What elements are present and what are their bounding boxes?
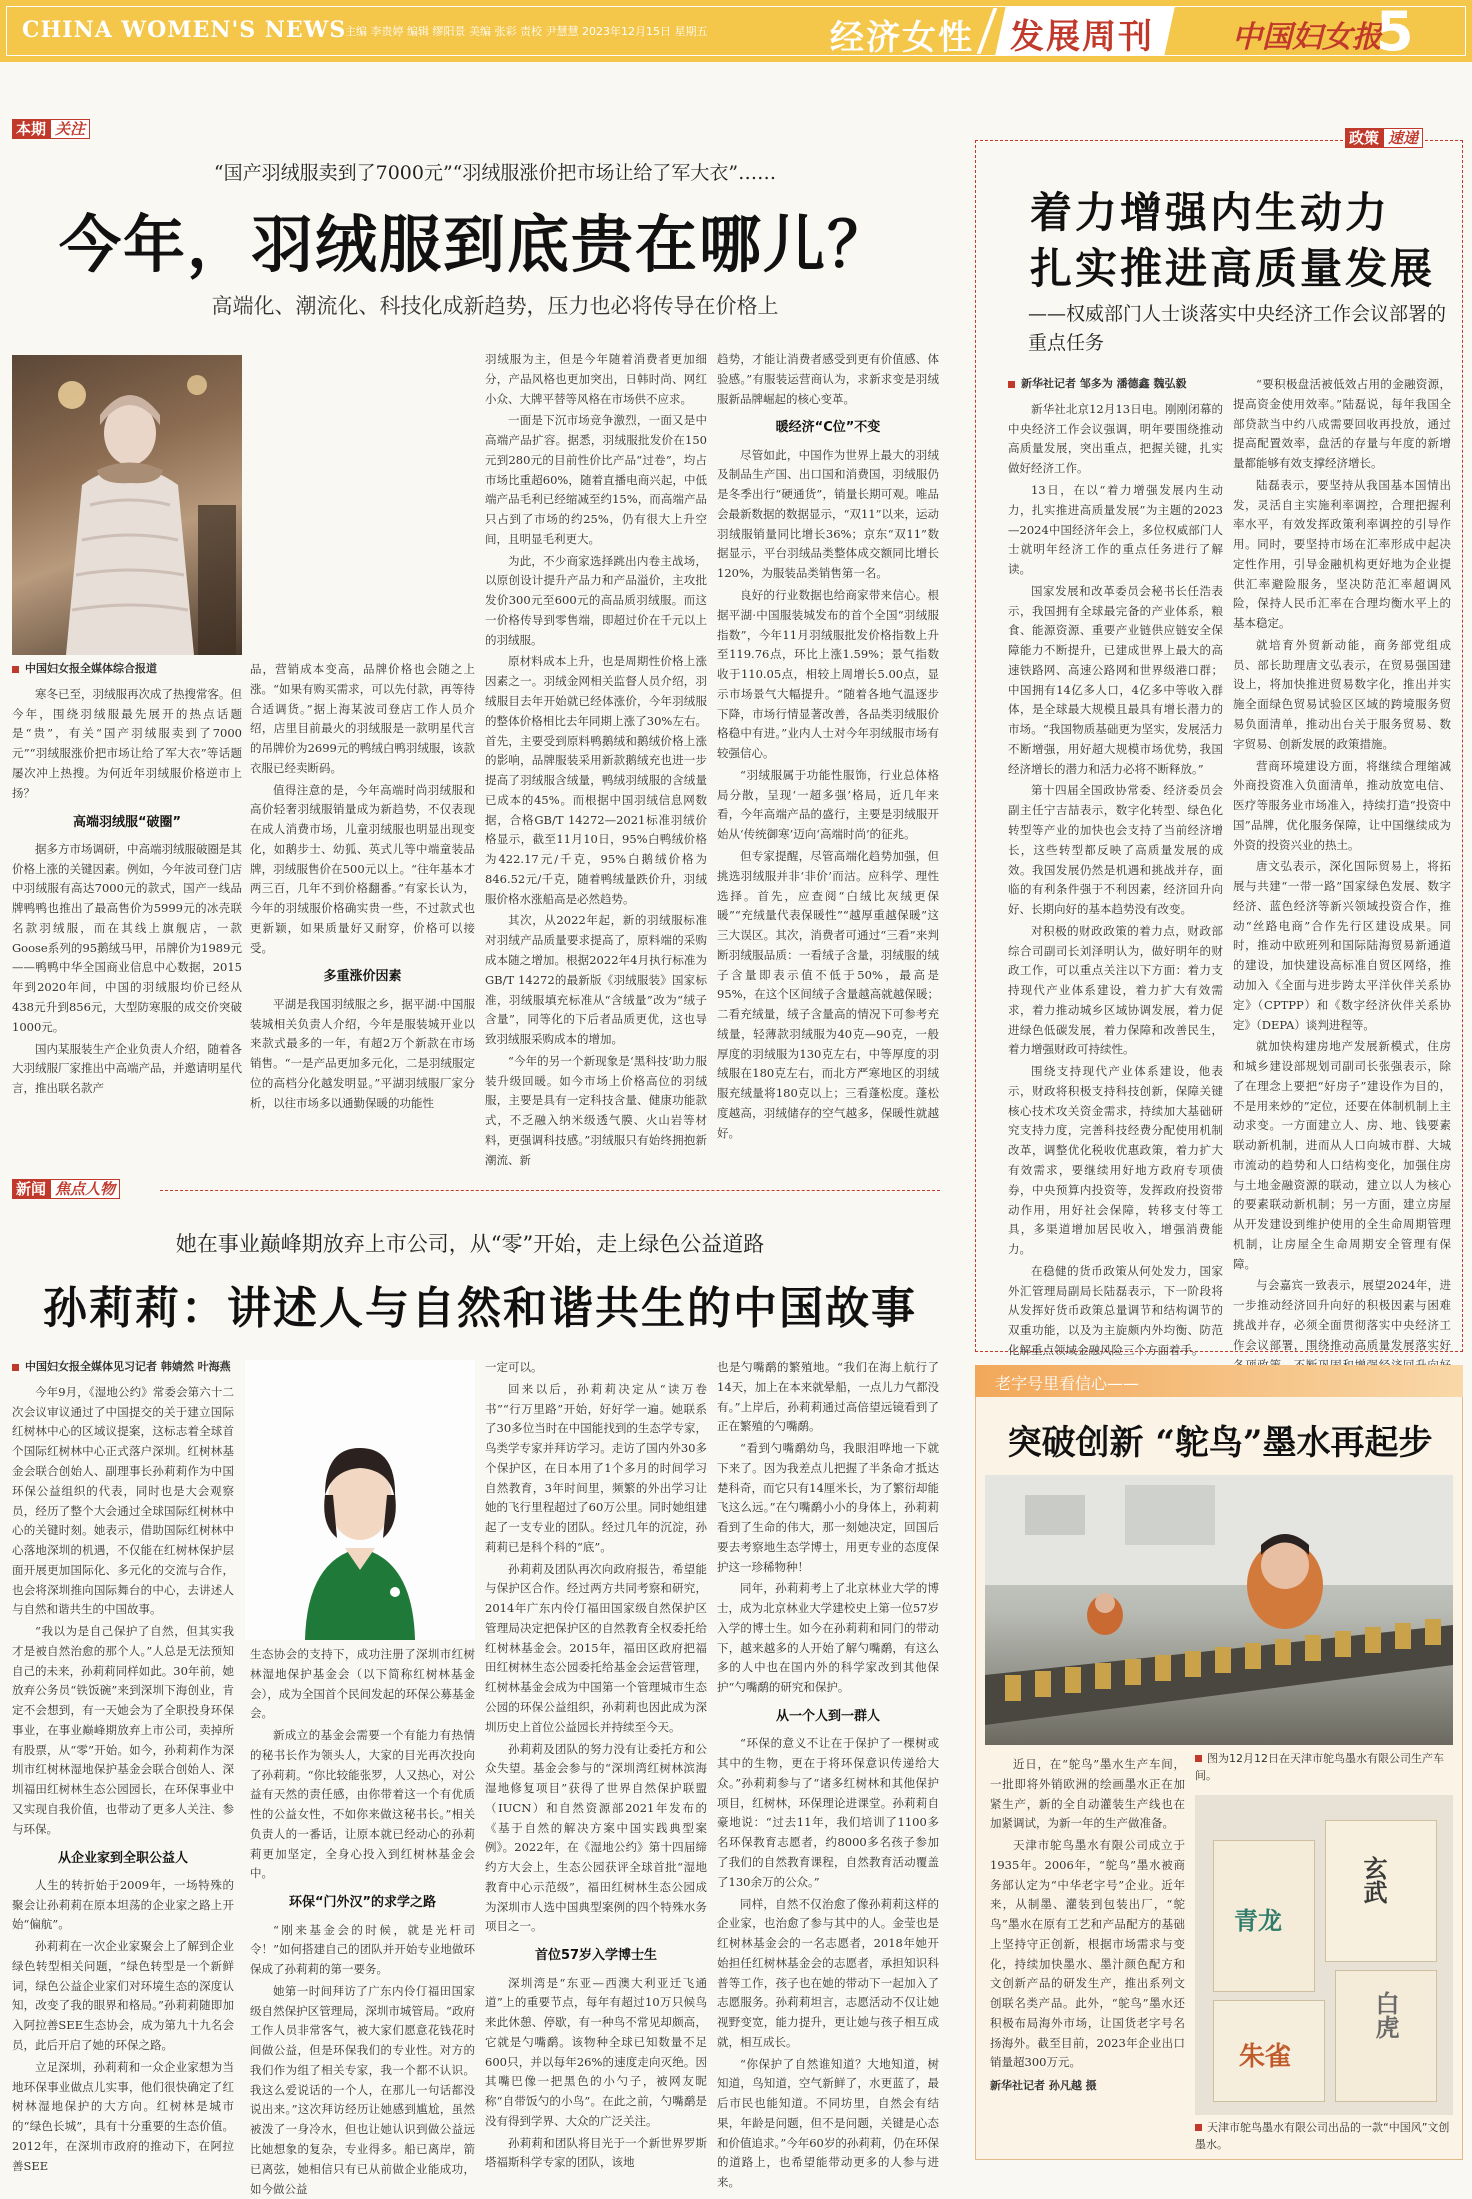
box-label: 朱雀	[1239, 2042, 1292, 2072]
paragraph: 深圳湾是“东亚—西澳大利亚迁飞通道”上的重要节点，每年有超过10万只候鸟来此休憩、停歇，有一种鸟不常见却颇高，它就是勺嘴鹬。该物种全球已知数量不足600只，并以每年26%的速度走向灭绝。因其嘴巴像一把黑色的小勺子，被网友昵称“自带饭勺的小鸟”。在此之前，勺嘴鹬是没有得到学界、大众的广泛关注。	[485, 1975, 707, 2128]
paragraph: 就加快构建房地产发展新模式，住房和城乡建设部规划司副司长张强表示，除了在理念上要把“好房子”建设作为目的，不是用来炒的”定位，还要在体制机制上主动求变。一方面建立人、房、地、钱要素联动新机制，进而从人口向城市群、大城市流动的趋势和人口结构变化，加强住房与土地金融资源的联动，建立以人为核心的要素联动新机制；另一方面，建立房屋从开发建设到维护使用的全生命周期管理机制，让房屋全生命周期安全管理有保障。	[1233, 1039, 1451, 1271]
paragraph: 在稳健的货币政策从何处发力，国家外汇管理局副局长陆磊表示，下一阶段将从发挥好货币政策总量调节和结构调节的双重功能，以及为主旋颇内外均衡、防范化解重点领域金融风险三个方面着手。	[1008, 1263, 1223, 1357]
tag-label-secondary: 速递	[1383, 128, 1423, 148]
paragraph: 原材料成本上升，也是周期性价格上涨因素之一。羽绒金网相关监督人员介绍，羽绒服目去年开始就已经体涨价，今年羽绒服的整体价格相比去年同期上涨了30%左右。首先，主要受到原料鸭鹅绒和鹅绒价格上涨的影响，品牌服装采用新款鹅绒充也进一步提高了羽绒服含绒量，鸭绒羽绒服的含绒量已成本的45%。而根据中国羽绒信息网数据，合格GB/T 14272—2021标准羽绒价格显示，截至11月10日，95%白鸭绒价格为422.17元/千克，95%白鹅绒价格为846.52元/千克，随着鸭绒量跌价升，羽绒服价格水涨船高是必然趋势。	[485, 654, 707, 906]
tag-rule	[160, 1190, 940, 1191]
paragraph: 孙莉莉在一次企业家聚会上了解到企业绿色转型相关问题，“绿色转型是一个新鲜词，绿色公益企业家们对环境生态的深度认知，改变了我的眼界和格局。”孙莉莉随即加入阿拉善SEE生态协会，成为第九十九名会员，此后开启了她的环保之路。	[12, 1939, 234, 2052]
story2-column-1	[1008, 375, 1223, 1357]
paragraph: 围绕支持现代产业体系建设，他表示，财政将积极支持科技创新，保障关键核心技术攻关资金需求，持续加大基础研究支持力度，完善科技经费分配使用机制改革，调整优化税收优惠政策，着力扩大有效需求，要继续用好地方政府专项债券，中央预算内投资等，发挥政府投资带动作用，用好社会保障，转移支付等工具，多渠道增加居民收入，增强消费能力。	[1008, 1064, 1223, 1257]
box-label: 青龙	[1234, 1906, 1282, 1935]
paragraph: 对积极的财政政策的着力点，财政部综合司副司长刘泽明认为，做好明年的财政工作，可以重点关注以下方面：着力支持现代产业体系建设，着力扩大有效需求，着力推动城乡区域协调发展，着力促进绿色低碳发展，着力保障和改善民生，着力增强财政可持续性。	[1008, 923, 1223, 1057]
paragraph: 就培育外贸新动能，商务部党组成员、部长助理唐文弘表示，在贸易强国建设上，将加快推进贸易数字化，推出并实施全面绿色贸易试验区区域的跨境服务贸易负面清单，推动出台关于服务贸易、数字贸易、创新发展的政策措施。	[1233, 637, 1451, 751]
paragraph: 新华社北京12月13日电。刚刚闭幕的中央经济工作会议强调，明年要围绕推动高质量发展，突出重点，把握关键，扎实做好经济工作。	[1008, 401, 1223, 476]
paragraph: 趋势，才能让消费者感受到更有价值感、体验感。”有服装运营商认为，求新求变是羽绒服新品牌崛起的核心变革。	[717, 352, 939, 406]
tag-label-primary: 新闻	[12, 1179, 50, 1199]
subhead: 从一个人到一群人	[775, 1709, 880, 1725]
story2-column-2	[1233, 375, 1451, 1352]
paragraph: 但专家提醒，尽管高端化趋势加强，但挑选羽绒服并非‘非价’而沽。应科学、理性选择。首先，应查阅“白绒比灰绒更保暖”“充绒量代表保暖性”“越厚重越保暖”这三大误区。其次，消费者可通过“三看”来判断羽绒服品质：一看绒子含量，羽绒服的绒子含量即表示值不低于50%，最高是95%，在这个区间绒子含量越高就越保暖；二看充绒量，绒子含量高的情况下可参考充绒量，轻薄款羽绒服为40克—90克，一般厚度的羽绒服为130克左右，中等厚度的羽绒服在180克左右，而北方严寒地区的羽绒服充绒量将180克以上；三看蓬松度。蓬松度越高，羽绒储存的空气越多，保暖性就越好。	[717, 848, 939, 1140]
ink-box	[1325, 1820, 1437, 1962]
weekly-title: 发展周刊	[1010, 17, 1154, 57]
paragraph: “看到勺嘴鹬幼鸟，我眼泪哗地一下就下来了。因为我差点儿把握了半条命才抵达楚科奇，而它只有14厘米长，为了繁衍却能飞这么远。”在勺嘴鹬小小的身体上，孙莉莉看到了生命的伟大，那一刻她决定，回国后要去考察地生态学博士，用更专业的态度保护这一珍稀物种！	[717, 1441, 939, 1574]
paragraph: 近日，在“鸵鸟”墨水生产车间，一批即将外销欧洲的绘画墨水正在加紧生产，新的全自动灌装生产线也在加紧调试，为新一年的生产做准备。	[990, 1757, 1185, 1831]
paragraph: 生态协会的支持下，成功注册了深圳市红树林湿地保护基金会（以下简称红树林基金会），成为全国首个民间发起的环保公募基金会。	[250, 1647, 475, 1721]
paragraph: 13日，在以“着力增强发展内生动力，扎实推进高质量发展”为主题的2023—2024中国经济年会上，多位权威部门人士就明年经济工作的重点任务进行了解读。	[1008, 482, 1223, 577]
paragraph: 孙莉莉和团队将目光于一个新世界罗斯塔福斯科学专家的团队，该地	[485, 2135, 707, 2170]
portrait-photo	[245, 1360, 475, 1640]
subhead: 多重涨价因素	[323, 969, 402, 985]
paragraph: “我以为是自己保护了自然，但其实我才是被自然治愈的那个人。”人总是无法预知自己的未来，孙莉莉同样如此。30年前，她放弃公务员“铁饭碗”来到深圳下海创业，肯定不会想到，有一天她会为了全职投身环保事业，在事业巅峰期放弃上市公司，卖掉所有股票，从“零”开始。如今，孙莉莉作为深圳市红树林湿地保护基金会联合创始人、深圳福田红树林生态公园园长，在环保事业中又实现自我价值，也带动了更多人关注、参与环保。	[12, 1624, 234, 1836]
page-number: 5	[1376, 0, 1414, 63]
paragraph: 寒冬已至，羽绒服再次成了热搜常客。但今年，围绕羽绒服最先展开的热点话题是“贵”，有关“国产羽绒服卖到了7000元”“羽绒服涨价把市场让给了军大衣”等话题屡次冲上热搜。为何近年羽绒服价格逆市上扬？	[12, 686, 242, 800]
story2-title-line1: 着力增强内生动力	[1030, 188, 1391, 237]
photo-caption-1	[1195, 1750, 1450, 1784]
mannequin-photo	[12, 355, 242, 655]
subhead: 首位57岁入学博士生	[534, 1948, 658, 1964]
paragraph: 同样，自然不仅治愈了像孙莉莉这样的企业家，也治愈了参与其中的人。金莹也是红树林基金会的一名志愿者，2018年她开始担任红树林基金会的志愿者，承担知识科普等工作，孩子也在她的带动下一起加入了志愿服务。孙莉莉坦言，志愿活动不仅让她视野变宽，能力提升，更让她与孩子相互成就，相互成长。	[717, 1896, 939, 2049]
paragraph: 品，营销成本变高，品牌价格也会随之上涨。“如果有购买需求，可以先付款，再等待合适调货。”据上海某波司登店工作人员介绍，店里目前最火的羽绒服是一款明星代言的吊牌价为2699元的鸭绒白鸭羽绒服，该款衣服已经卖断码。	[250, 662, 475, 775]
ink-box	[1213, 2000, 1325, 2102]
down-jacket-illustration	[12, 355, 242, 655]
story2-title-line2: 扎实推进高质量发展	[1030, 244, 1436, 293]
story3-column-4	[717, 1358, 939, 2190]
paragraph: 今年9月，《湿地公约》常委会第六十二次会议审议通过了中国提交的关于建立国际红树林中心的区域议提案，这标志着全球首个国际红树林中心正式落户深圳。红树林基金会联合创始人、副理事长孙莉莉作为中国环保公益组织的代表，同时也是大会观察员，经历了整个大会通过全球国际红树林中心的关键时刻。她表示，借助国际红树林中心落地深圳的机遇，不仅能在红树林保护层面开展更加国际化、多元化的交流与合作，也会将深圳推向国际舞台的中心，去讲述人与自然和谐共生的中国故事。	[12, 1384, 234, 1617]
story3-column-1	[12, 1358, 234, 2173]
paragraph: “今年的另一个新现象是‘黑科技’助力服装升级回暖。如今市场上价格高位的羽绒服，主要是具有一定科技含量、健康功能款式，不乏融入纳米级透气膜、火山岩等材料，更强调科技感。”羽绒服只有始终拥抱新潮流、新	[485, 1053, 707, 1167]
section-name: 经济女性	[830, 18, 974, 58]
ink-product-photo	[1195, 1795, 1453, 2115]
paragraph: 第十四届全国政协常委、经济委员会副主任宁吉喆表示，数字化转型、绿色化转型等产业的加快也会支持了当前经济增长，这些转型都反映了高质量发展的成效。我国发展仍然是机遇和挑战并存，面临的有利条件强于不利因素，经济回升向好、长期向好的基本趋势没有改变。	[1008, 783, 1223, 917]
ink-factory-photo	[985, 1475, 1453, 1745]
box-label: 玄武	[1359, 1856, 1388, 1904]
tag-label-primary: 本期	[12, 119, 50, 139]
paragraph: “环保的意义不让在于保护了一棵树或其中的生物，更在于将环保意识传递给大众。”孙莉莉参与了“诸多红树林和其他保护项目，红树林，环保理论进课堂。孙莉莉自豪地说：“过去11年，我们培训了1100多名环保教育志愿者，约8000多名孩子参加了我们的自然教育课程，自然教育活动覆盖了130余万的公众。”	[717, 1736, 939, 1889]
paragraph: 也是勺嘴鹬的繁殖地。“我们在海上航行了14天，加上在本来就晕船，一点儿力气都没有。”上岸后，孙莉莉通过高倍望远镜看到了正在繁殖的勺嘴鹬。	[717, 1360, 939, 1434]
subhead: 暖经济“C位”不变	[775, 420, 881, 436]
story3-column-2	[250, 1645, 475, 2196]
story1-kicker: “国产羽绒服卖到了7000元”“羽绒服涨价把市场让给了军大衣”……	[213, 162, 777, 184]
ink-box	[1335, 1970, 1437, 2102]
paragraph: 值得注意的是，今年高端时尚羽绒服和高价轻奢羽绒服销量成为新趋势，不仅表现在成人消费市场，儿童羽绒服也明显出现变化，如鹅步士、幼狐、英式儿等中端童装品牌，羽绒服售价在500元以上。“往年基本才两三百，几年不到价格翻番。”有家长认为，今年的羽绒服价格确实贵一些，不过款式也更新颖，如果质量好又耐穿，价格可以接受。	[250, 782, 475, 955]
paragraph: 唐文弘表示，深化国际贸易上，将拓展与共建“一带一路”国家绿色发展、数字经济、蓝色经济等新兴领域投资合作，推动“丝路电商”合作先行区建设成果。同时，推动中欧班列和国际陆海贸易新通道的建设，加快建设高标准自贸区网络，推动加入《全面与进步跨太平洋伙伴关系协定》（CPTPP）和《数字经济伙伴关系协定》（DEPA）谈判进程等。	[1233, 859, 1451, 1032]
subhead: 从企业家到全职公益人	[57, 1850, 188, 1866]
paragraph: 国家发展和改革委员会秘书长任浩表示，我国拥有全球最完备的产业体系，粮食、能源资源、重要产业链供应链安全保障能力不断提升，已建成世界上最大的高速铁路网、高速公路网和世界级港口群；中国拥有14亿多人口，4亿多中等收入群体，是全球最大规模且最具有增长潜力的市场。“我国物质基础更为坚实，发展活力不断增强，用好超大规模市场优势，我国经济增长的潜力和活力必将不断释放。”	[1008, 583, 1223, 776]
paragraph: 同年，孙莉莉考上了北京林业大学的博士，成为北京林业大学建校史上第一位57岁入学的博士生。如今在孙莉莉和同门的带动下，越来越多的人开始了解勺嘴鹬，有这么多的人中也在国内外的科学家改到其他保护“勺嘴鹬的研究和保护。	[717, 1581, 939, 1695]
newspaper-logo: 中国妇女报	[1232, 20, 1382, 55]
story1-byline: 中国妇女报全媒体综合报道	[12, 660, 242, 679]
story3-title: 孙莉莉：讲述人与自然和谐共生的中国故事	[43, 1283, 917, 1334]
story1-column-4	[717, 350, 939, 1350]
paragraph: 尽管如此，中国作为世界上最大的羽绒及制品生产国、出口国和消费国，羽绒服仍是冬季出行“硬通货”，销量长期可观。唯品会最新数据的数据显示，“双11”以来，运动羽绒服销量同比增长36%；京东“双11”数据显示，平台羽绒品类整体成交额同比增长120%，为服装品类销售第一名。	[717, 447, 939, 581]
paragraph: “刚来基金会的时候，就是光杆司令！”如何搭建自己的团队并开始专业地做环保成了孙莉莉的第一要务。	[250, 1922, 475, 1977]
paragraph: 孙莉莉及团队再次向政府报告，希望能与保护区合作。经过两方共同考察和研究，2014年广东内伶仃福田国家级自然保护区管理局决定把保护区的自然教育全权委托给红树林基金会。2015年，福田区政府把福田红树林生态公园委托给基金会运营管理，红树林基金会成为中国第一个管理城市生态公园的环保公益组织，孙莉莉也因此成为深圳历史上首位公益园长并持续至今天。	[485, 1561, 707, 1734]
paragraph: 良好的行业数据也给商家带来信心。根据平湖·中国服装城发布的首个全国“羽绒服指数”，今年11月羽绒服批发价格指数上升至119.76点，环比上涨1.59%；景气指数收于110.05点，相较上周增长5.00点，显示市场景气大幅提升。“随着各地气温逐步下降，市场行情显著改善，各品类羽绒服价格稳中有进。”业内人士对今年羽绒服市场有较强信心。	[717, 588, 939, 761]
page-header	[0, 0, 1472, 62]
paragraph: 孙莉莉及团队的努力没有让委托方和公众失望。基金会参与的“深圳湾红树林滨海湿地修复项目”获得了世界自然保护联盟（IUCN）和自然资源部2021年发布的《基于自然的解决方案中国实践典型案例》。2022年，在《湿地公约》第十四届缔约方大会上，生态公园获评全球首批“湿地教育中心示范级”，福田红树林生态公园成为深圳市人选中国典型案例的四个特殊水务项目之一。	[485, 1741, 707, 1934]
paragraph: 回来以后，孙莉莉决定从“读万卷书”“行万里路”开始，好好学一遍。她联系了30多位当时在中国能找到的生态学专家，鸟类学专家并拜访学习。走访了国内外30多个保护区，在日本用了1个多月的时间学习自然教育，3年时间里，频繁的外出学习让她的飞行里程超过了60万公里。同时她组建起了一支专业的团队。经过几年的沉淀，孙莉莉已是科个科的“底”。	[485, 1381, 707, 1554]
paragraph: “羽绒服属于功能性服饰，行业总体格局分散，呈现‘一超多强’格局，近几年来看，今年高端产品的盛行，主要是羽绒服开始从‘传统御寒’迈向‘高端时尚’的征兆。	[717, 767, 939, 842]
paragraph: 与会嘉宾一致表示，展望2024年，进一步推动经济回升向好的积极因素与困难挑战并存，必须全面贯彻落实中央经济工作会议部署，围绕推动高质量发展落实好	[1233, 1278, 1451, 1352]
section-tag-policy	[1345, 127, 1423, 148]
paragraph: “你保护了自然谁知道？大地知道，树知道，鸟知道，空气新鲜了，水更蓝了，最后市民也能知道。不同坊里，自然会有结果，年龄是问题，但不是问题，关键是心态和价值追求。”今年60岁的孙莉莉，仍在环保的道路上，也希望能带动更多的人参与进来。	[717, 2056, 939, 2190]
woman-portrait-illustration	[245, 1360, 475, 1640]
paragraph: 其次，从2022年起，新的羽绒服标准对羽绒产品质量要求提高了，原料端的采购成本随之增加。根据2022年4月执行标准为GB/T 14272的最新版《羽绒服装》国家标准，羽绒服填充标准从“含绒量”改为“绒子含量”，同等化的下后者品质更优，这也导致羽绒服采购成本的增加。	[485, 913, 707, 1047]
story3-column-3	[485, 1358, 707, 2170]
production-line-illustration	[985, 1475, 1453, 1745]
ink-box	[1213, 1840, 1315, 1992]
paragraph: “要积极盘活被低效占用的金融资源，提高资金使用效率。”陆磊说，每年我国全部贷款当中约八成需要回收再投放，通过提高配置效率，盘活的存量与年度的新增量都能够有效支撑经济增长。	[1233, 377, 1451, 471]
ink-column-tag	[975, 1365, 1463, 1397]
tag-label-primary: 政策	[1345, 128, 1383, 148]
story3-kicker: 她在事业巅峰期放弃上市公司，从“零”开始，走上绿色公益道路	[175, 1232, 765, 1256]
paragraph: 新成立的基金会需要一个有能力有热情的秘书长作为领头人，大家的目光再次投向了孙莉莉。“你比较能张罗，人又热心，对公益有天然的责任感，由你带着这一个有优质性的公益女性，不如你来做这秘书长。”相关负责人的一番话，让原本就已经动心的孙莉莉更加坚定，全身心投入到红树林基金会中。	[250, 1728, 475, 1881]
caption-text: 天津市鸵鸟墨水有限公司出品的一款“中国风”文创墨水。	[1195, 2121, 1450, 2151]
story1-subtitle: 高端化、潮流化、科技化成新趋势，压力也必将传导在价格上	[211, 294, 779, 318]
tag-label-secondary: 关注	[50, 119, 90, 139]
caption-text: 图为12月12日在天津市鸵鸟墨水有限公司生产车间。	[1195, 1752, 1444, 1783]
story2-byline: 新华社记者 邹多为 潘德鑫 魏弘毅	[1008, 375, 1223, 394]
story3-byline: 中国妇女报全媒体见习记者 韩婧然 叶海燕	[12, 1358, 234, 1377]
paragraph: 陆磊表示，要坚持从我国基本国情出发，灵活自主实施利率调控，合理把握利率水平，有效发挥政策利率调控的引导作用。同时，要坚持市场在汇率形成中起决定性作用，引导金融机构更好地为企业提供汇率避险服务，坚决防范汇率超调风险，保持人民币汇率在合理均衡水平上的基本稳定。	[1233, 477, 1451, 631]
paragraph: 她第一时间拜访了广东内伶仃福田国家级自然保护区管理局，深圳市城管局。“政府工作人员非常客气，被大家们愿意花钱花时间做公益，但是环保我们的专业性。对方的我们作为组了相关专家，我一个都不认识。我这么爱说话的一个人，在那儿一句话都没说出来。”这次拜访经历让她感到尴尬，虽然被泼了一身冷水，但也让她认识到做公益远比她想象的复杂，专业得多。船已离岸，箭已离弦，她相信只有已从前做企业能成功，如今做公益	[250, 1983, 475, 2196]
paragraph: 据多方市场调研，中高端羽绒服破圈是其价格上涨的关键因素。例如，今年波司登门店中羽绒服有高达7000元的款式，国产一线品牌鸭鸭也推出了最高售价为5999元的冰壳联名款羽绒服，而在其线上旗舰店，一款Goose系列的95鹅绒马甲，吊牌价为1989元——鸭鸭中华全国商业信息中心数据，2015年到2020年间，中国的羽绒服均价已经从438元升到856元，大型防寒服的成交价突破1000元。	[12, 841, 242, 1034]
photo-credit: 新华社记者 孙凡越 摄	[990, 2079, 1097, 2093]
paragraph: 为此，不少商家选择跳出内卷主战场，以原创设计提升产品力和产品溢价，主攻批发价300元至600元的高品质羽绒服。而这一价格传导到零售端，即超过价在千元以上的羽绒服。	[485, 553, 707, 647]
paragraph: 立足深圳，孙莉莉和一众企业家想为当地环保事业做点儿实事，他们很快确定了红树林湿地保护的大方向。红树林是城市的“绿色长城”，具有十分重要的生态价值。2012年，在深圳市政府的推动下，在阿拉善SEE	[12, 2059, 234, 2173]
paragraph: 一面是下沉市场竞争激烈，一面又是中高端产品扩容。据悉，羽绒服批发价在150元到280元的目前性价比产品“过卷”，均占市场比重超60%，随着直播电商兴起，中低端产品毛利已经缩减至约15%，而高端产品只占到了市场的约25%，仍有很大上升空间，且明显毛利更大。	[485, 413, 707, 546]
paragraph: 营商环境建设方面，将继续合理缩减外商投资准入负面清单，推动放宽电信、医疗等服务业市场准入，持续打造“投资中国”品牌，优化服务保障，让中国继续成为外资的投资兴业的热土。	[1233, 758, 1451, 852]
subhead: 环保“门外汉”的求学之路	[288, 1895, 437, 1911]
story4-title: 突破创新 “鸵鸟”墨水再起步	[1007, 1423, 1433, 1463]
column-tag-label: 老字号里看信心——	[995, 1374, 1140, 1393]
section-tag-people	[12, 1178, 120, 1199]
masthead-english: CHINA WOMEN'S NEWS	[22, 17, 347, 43]
header-credits: 主编 李贵婷 编辑 缪阳景 美编 张彩 责校 尹慧慧 2023年12月15日 星期五	[345, 25, 708, 38]
paragraph: 国内某服装生产企业负责人介绍，随着各大羽绒服厂家推出中高端产品，并邀请明星代言，推出联名款产	[12, 1041, 242, 1096]
paragraph: 一定可以。	[485, 1360, 543, 1374]
paragraph: 平湖是我国羽绒服之乡，据平湖·中国服装城相关负责人介绍，今年是服装城开业以来款式最多的一年，有超2万个新款在市场销售。“一是产品更加多元化，二是羽绒服定位的高档分化越发明显。”平湖羽绒服厂家分析，以往市场多以通勤保暖的功能性	[250, 996, 475, 1110]
story1-column-3	[485, 350, 707, 1350]
photo-caption-2	[1195, 2120, 1453, 2153]
story4-column	[990, 1755, 1185, 2140]
section-tag-focus	[12, 118, 90, 139]
tag-label-secondary: 焦点人物	[50, 1179, 120, 1199]
box-label: 白虎	[1371, 1991, 1400, 2039]
story1-title: 今年，羽绒服到底贵在哪儿？	[58, 208, 891, 281]
story2-subtitle: ——权威部门人士谈落实中央经济工作会议部署的重点任务	[1028, 303, 1447, 354]
paragraph: 人生的转折始于2009年，一场特殊的聚会让孙莉莉在原本坦荡的企业家之路上开始“偏航”。	[12, 1877, 234, 1932]
paragraph: 天津市鸵鸟墨水有限公司成立于1935年。2006年，“鸵鸟”墨水被商务部认定为“中华老字号”企业。近年来，从制墨、灌装到包装出厂，“鸵鸟”墨水在原有工艺和产品配方的基础上坚持守正创新，根据市场需求与变化，持续加快墨水、墨汁颜色配方和文创新产品的研发生产，推出系列文创联名类产品。此外，“鸵鸟”墨水还积极布局海外市场，让国货老字号名扬海外。截至目前，2023年企业出口销量超300万元。	[990, 1838, 1185, 2070]
paragraph: 羽绒服为主，但是今年随着消费者更加细分，产品风格也更加突出，日韩时尚、网红小众、大牌平替等风格在市场供不应求。	[485, 352, 707, 406]
subhead: 高端羽绒服“破圈”	[72, 814, 182, 830]
